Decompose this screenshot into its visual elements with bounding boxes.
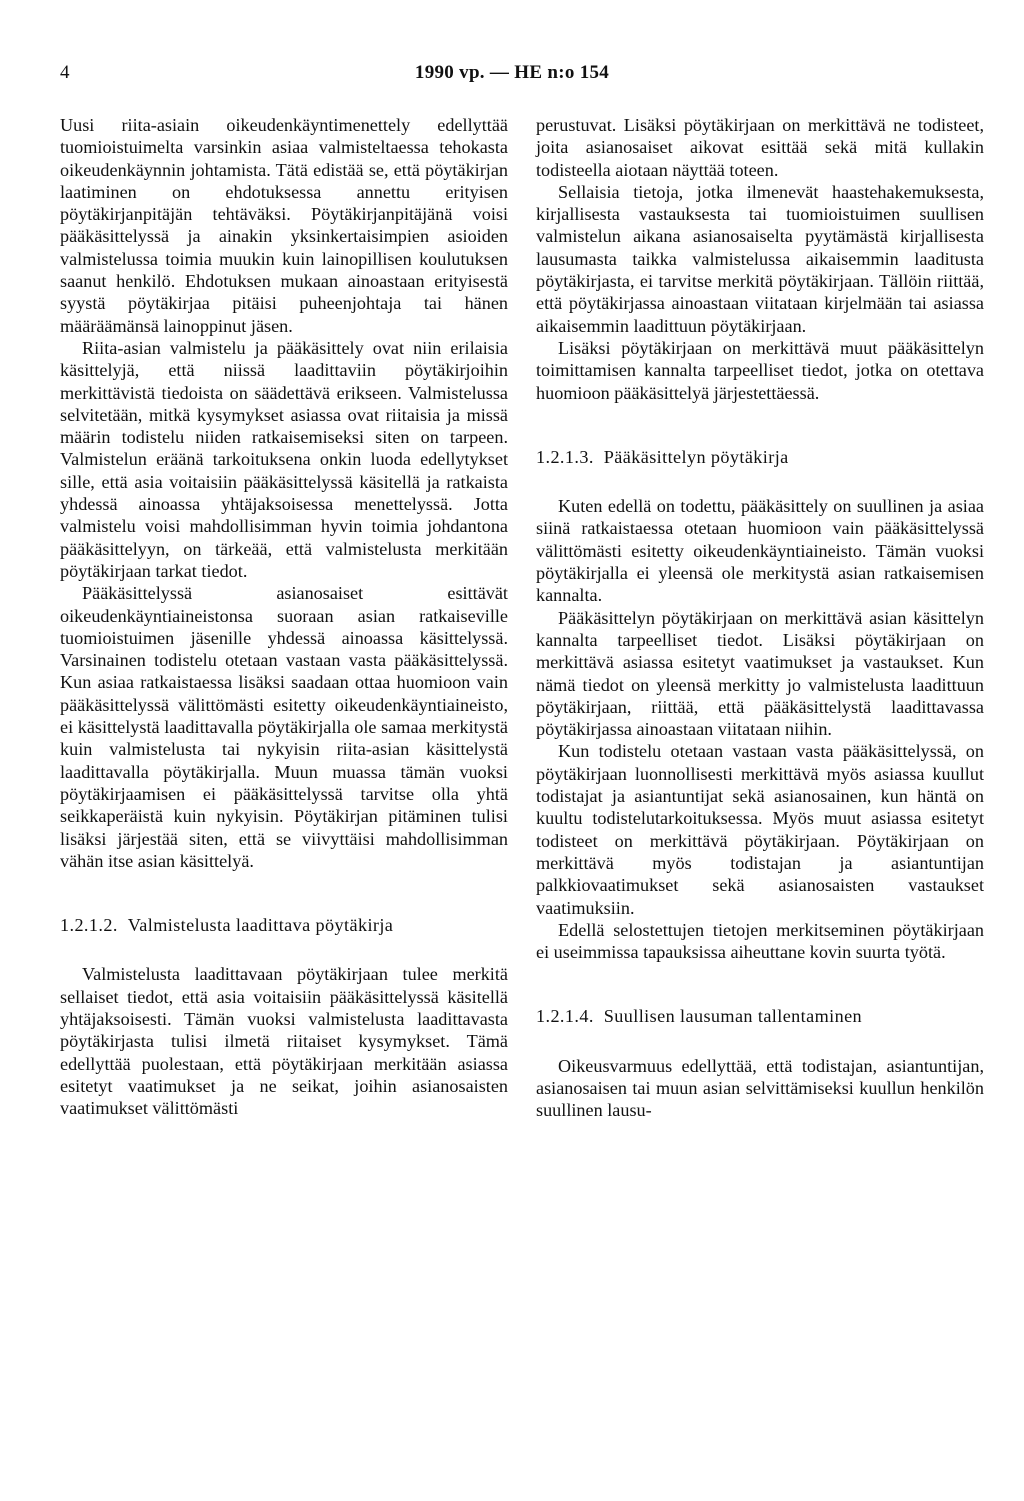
left-column bbox=[60, 114, 508, 1119]
paragraph: Pääkäsittelyssä asianosaiset esittävät oikeudenkäyntiaineistonsa suoraan asian ratkaiseville tuomioistuimen jäsenille yhdessä ainoassa käsittelyssä. Varsinainen todistelu otetaan vastaan vasta pääkäsittelyssä. Kun asiaa ratkaistaessa lisäksi saadaan ottaa huomioon vain pääkäsittelyssä välittömästi esitetty oikeudenkäyntiaineisto, ei käsittelystä laadittavalla pöytäkirjalla ole samaa merkitystä kuin valmistelusta tai nykyisin riita-asian käsittelystä laadittavalla pöytäkirjalla. Muun muassa tämän vuoksi pöytäkirjaamisen ei pääkäsittelyssä tarvitse olla yhtä seikkaperäistä kuin nykyisin. Pöytäkirjan pitäminen tulisi lisäksi järjestää siten, että se viivyttäisi mahdollisimman vähän itse asian käsittelyä. bbox=[60, 583, 508, 871]
paragraph: Uusi riita-asiain oikeudenkäyntimenettely edellyttää tuomioistuimelta varsinkin asiaa valmisteltaessa tehokasta oikeudenkäynnin johtamista. Tätä edistää se, että pöytäkirjan laatiminen on ehdotuksessa annettu erityisen pöytäkirjanpitäjän tehtäväksi. Pöytäkirjanpitäjänä voisi pääkäsittelyssä ja ainakin yksinkertaisimpien asioiden valmistelussa toimia muukin kuin lainopillisen koulutuksen saanut henkilö. Ehdotuksen mukaan ainoastaan erityisestä syystä pöytäkirjaa pitäisi puheenjohtaja tai hänen määräämänsä lainoppinut jäsen. bbox=[60, 115, 508, 336]
section-number: 1.2.1.4. bbox=[536, 1006, 594, 1027]
page-number: 4 bbox=[60, 62, 70, 83]
section-heading bbox=[536, 446, 984, 468]
right-column bbox=[536, 114, 984, 1122]
paragraph: Lisäksi pöytäkirjaan on merkittävä muut pääkäsittelyn toimittamisen kannalta tarpeelliset tiedot, jotka on otettava huomioon pääkäsittelyä järjestettäessä. bbox=[536, 337, 984, 403]
paragraph: Kuten edellä on todettu, pääkäsittely on suullinen ja asiaa siinä ratkaistaessa otetaan huomioon vain pääkäsittelyssä välittömästi esitetty oikeudenkäyntiaineisto. Tämän vuoksi pöytäkirjalla ei yleensä ole merkitystä asian ratkaisemisen kannalta. bbox=[536, 496, 984, 606]
section-title: Valmistelusta laadittava pöytäkirja bbox=[127, 915, 394, 936]
page-header bbox=[0, 62, 1024, 92]
section-number: 1.2.1.3. bbox=[536, 446, 594, 467]
paragraph: Kun todistelu otetaan vastaan vasta pääkäsittelyssä, on pöytäkirjaan luonnollisesti merkittävä myös asiassa kuullut todistajat ja asiantuntijat sekä asianosainen, kun häntä on kuultu todistelutarkoituksessa. Myös muut asiassa esitetyt todisteet on merkittävä pöytäkirjaan. Pöytäkirjaan on merkittävä myös todistajan ja asiantuntijan palkkiovaatimukset sekä asianosaisten vastaukset vaatimuksiin. bbox=[536, 741, 984, 918]
paragraph: Edellä selostettujen tietojen merkitseminen pöytäkirjaan ei useimmissa tapauksissa aiheuttane kovin suurta työtä. bbox=[536, 919, 984, 963]
paragraph: perustuvat. Lisäksi pöytäkirjaan on merkittävä ne todisteet, joita asianosaiset aikovat esittää sekä mitä kullakin todisteella aiotaan näyttää toteen. bbox=[536, 115, 984, 180]
section-title: Pääkäsittelyn pöytäkirja bbox=[603, 446, 789, 467]
paragraph: Riita-asian valmistelu ja pääkäsittely ovat niin erilaisia käsittelyjä, että niissä laadittaviin pöytäkirjoihin merkittävistä tiedoista on säädettävä erikseen. Valmistelussa selvitetään, mitkä kysymykset asiassa ovat riitaisia ja missä määrin todistelu niiden ratkaisemiseksi siten on tarpeen. Valmistelun eräänä tarkoituksena onkin luoda edellytykset sille, että asia voitaisiin pääkäsittelyssä käsitellä ja ratkaista yhdessä ainoassa yhtäjaksoisessa menettelyssä. Jotta valmistelu voisi mahdollisimman hyvin toimia johdantona pääkäsittelyyn, on tärkeää, että valmistelusta merkitään pöytäkirjaan tarkat tiedot. bbox=[60, 337, 508, 581]
paragraph: Pääkäsittelyn pöytäkirjaan on merkittävä asian käsittelyn kannalta tarpeelliset tiedot. Lisäksi pöytäkirjaan on merkittävä asiassa esitetyt vaatimukset ja vastaukset. Kun nämä tiedot on yleensä merkitty jo valmistelusta laadittuun pöytäkirjaan, riittää, että pääkäsittelystä laadittavassa pöytäkirjassa ainoastaan viitataan niihin. bbox=[536, 607, 984, 740]
paragraph: Sellaisia tietoja, jotka ilmenevät haastehakemuksesta, kirjallisesta vastauksesta tai tuomioistuimen suullisen valmistelun aikana asianosaiselta pyytämästä kirjallisesta lausumasta taikka valmistelussa aikaisemmin laaditusta pöytäkirjasta, ei tarvitse merkitä pöytäkirjaan. Tällöin riittää, että pöytäkirjassa ainoastaan viitataan kirjelmään tai asiassa aikaisemmin laadittuun pöytäkirjaan. bbox=[536, 181, 984, 336]
section-title: Suullisen lausuman tallentaminen bbox=[603, 1006, 863, 1027]
running-head: 1990 vp. — HE n:o 154 bbox=[414, 62, 610, 83]
paragraph: Oikeusvarmuus edellyttää, että todistajan, asiantuntijan, asianosaisen tai muun asian selvittämiseksi kuullun henkilön suullinen lausu- bbox=[536, 1055, 984, 1121]
section-heading bbox=[60, 914, 508, 936]
section-number: 1.2.1.2. bbox=[60, 915, 118, 936]
paragraph: Valmistelusta laadittavaan pöytäkirjaan tulee merkitä sellaiset tiedot, että asia voitaisiin pääkäsittelyssä käsitellä yhtäjaksoisesti. Tämän vuoksi valmistelusta laadittavasta pöytäkirjasta tulisi ilmetä riitaiset kysymykset. Tämä edellyttää puolestaan, että pöytäkirjaan merkitään asiassa esitetyt vaatimukset ja ne seikat, joihin asianosaisten vaatimukset välittömästi bbox=[60, 964, 508, 1119]
section-heading bbox=[536, 1005, 984, 1027]
